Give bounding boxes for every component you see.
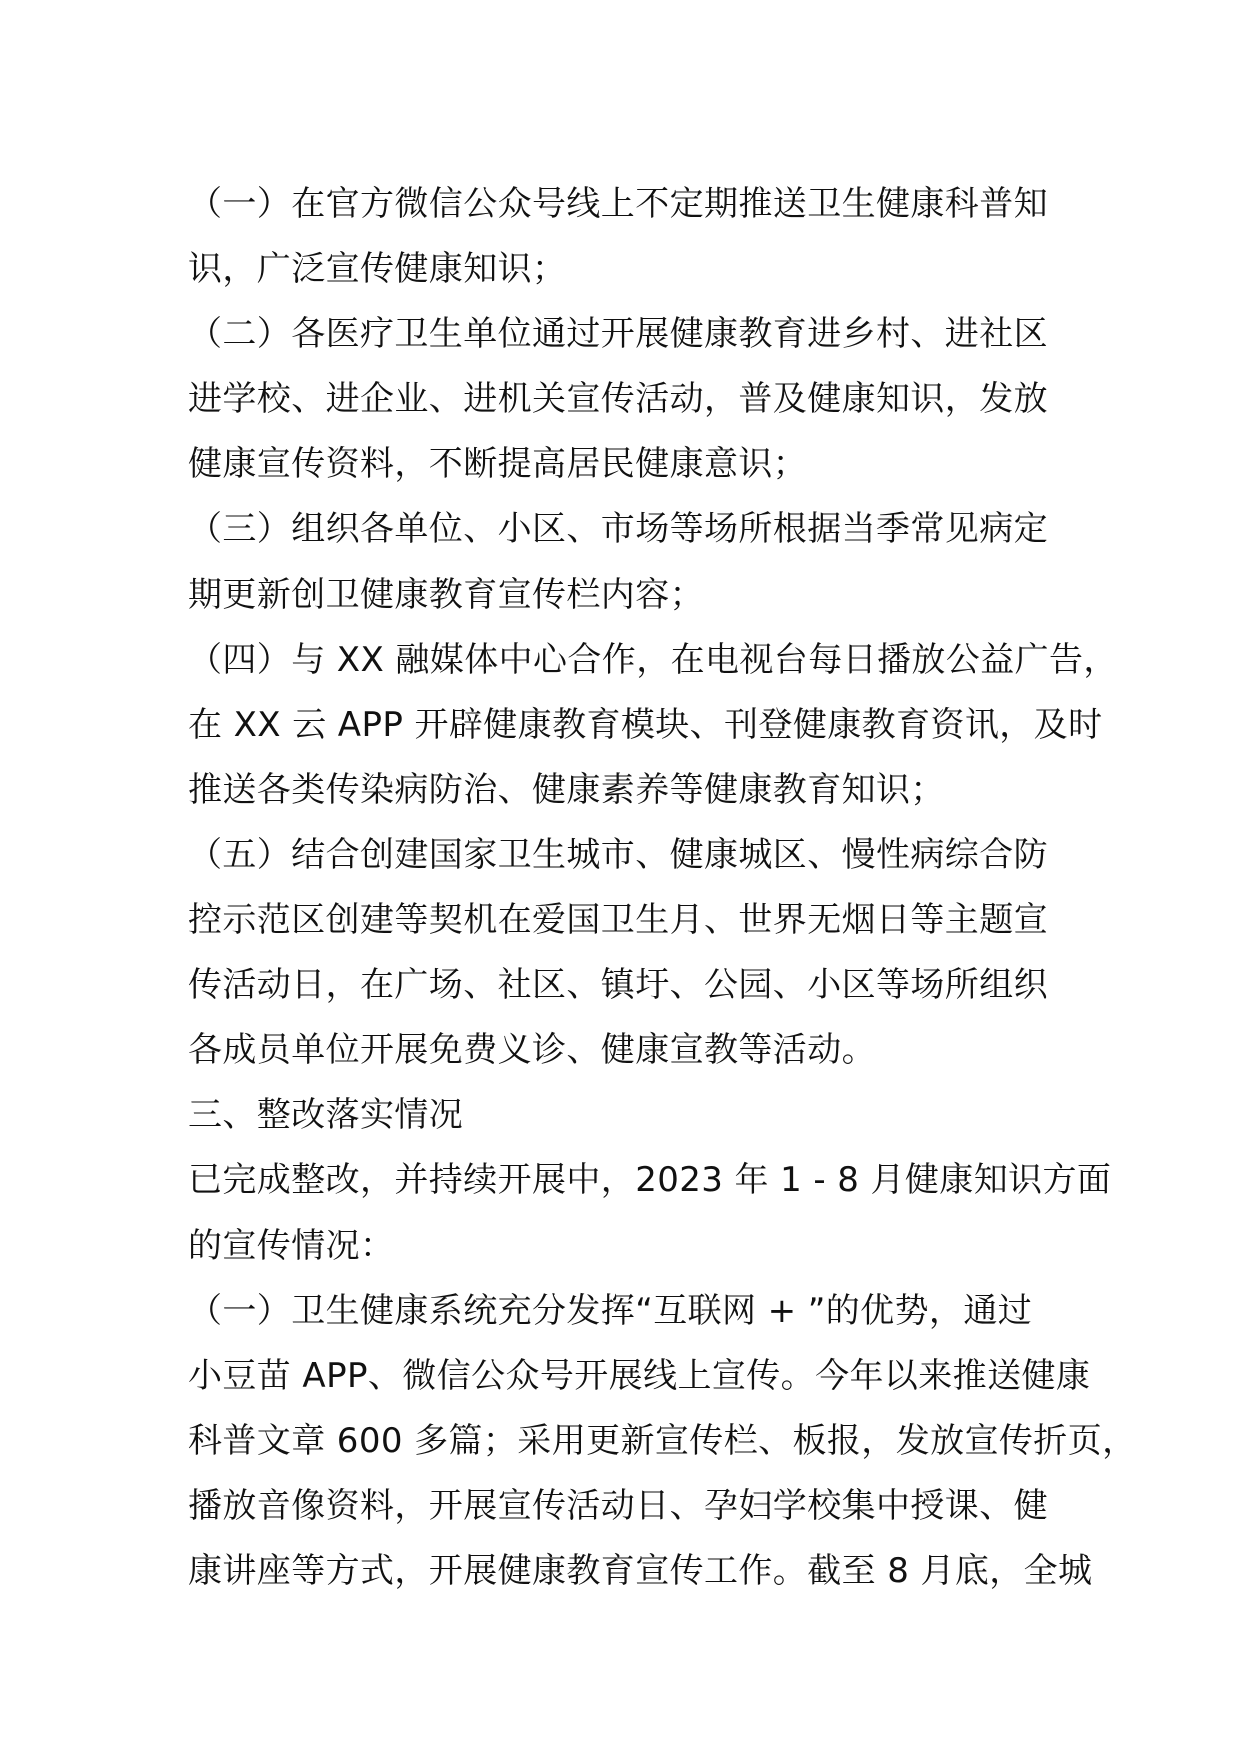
document-body	[188, 172, 1137, 1604]
text-line: 的宣传情况：	[188, 1225, 395, 1266]
text-line: 各成员单位开展免费义诊、健康宣教等活动。	[188, 1030, 876, 1071]
text-line: 在 XX 云 APP 开辟健康教育模块、刊登健康教育资讯，及时	[188, 704, 1103, 745]
text-line: （三）组织各单位、小区、市场等场所根据当季常见病定	[188, 509, 1048, 550]
text-line: （二）各医疗卫生单位通过开展健康教育进乡村、进社区	[188, 314, 1048, 355]
text-line: 小豆苗 APP、微信公众号开展线上宣传。今年以来推送健康	[188, 1355, 1091, 1396]
text-line: 传活动日，在广场、社区、镇圩、公园、小区等场所组织	[188, 965, 1048, 1006]
text-line: 期更新创卫健康教育宣传栏内容；	[188, 574, 704, 615]
text-line: （一）卫生健康系统充分发挥“互联网 + ”的优势，通过	[188, 1290, 1033, 1331]
text-line: （一）在官方微信公众号线上不定期推送卫生健康科普知	[188, 184, 1048, 224]
text-line: 健康宣传资料，不断提高居民健康意识；	[188, 444, 808, 485]
text-line: 控示范区创建等契机在爱国卫生月、世界无烟日等主题宣	[188, 900, 1048, 941]
text-line: （四）与 XX 融媒体中心合作，在电视台每日播放公益广告，	[188, 639, 1118, 680]
text-line: 康讲座等方式，开展健康教育宣传工作。截至 8 月底，全城	[188, 1550, 1093, 1591]
section-heading: 三、整改落实情况	[188, 1095, 464, 1136]
text-line: 已完成整改，并持续开展中，2023 年 1 - 8 月健康知识方面	[188, 1160, 1112, 1201]
text-line: （五）结合创建国家卫生城市、健康城区、慢性病综合防	[188, 834, 1048, 875]
text-line: 识，广泛宣传健康知识；	[188, 249, 567, 290]
text-line: 进学校、进企业、进机关宣传活动，普及健康知识，发放	[188, 379, 1048, 420]
text-line: 科普文章 600 多篇；采用更新宣传栏、板报，发放宣传折页，	[188, 1420, 1137, 1461]
text-line: 推送各类传染病防治、健康素养等健康教育知识；	[188, 769, 945, 810]
text-line: 播放音像资料，开展宣传活动日、孕妇学校集中授课、健	[188, 1485, 1048, 1526]
